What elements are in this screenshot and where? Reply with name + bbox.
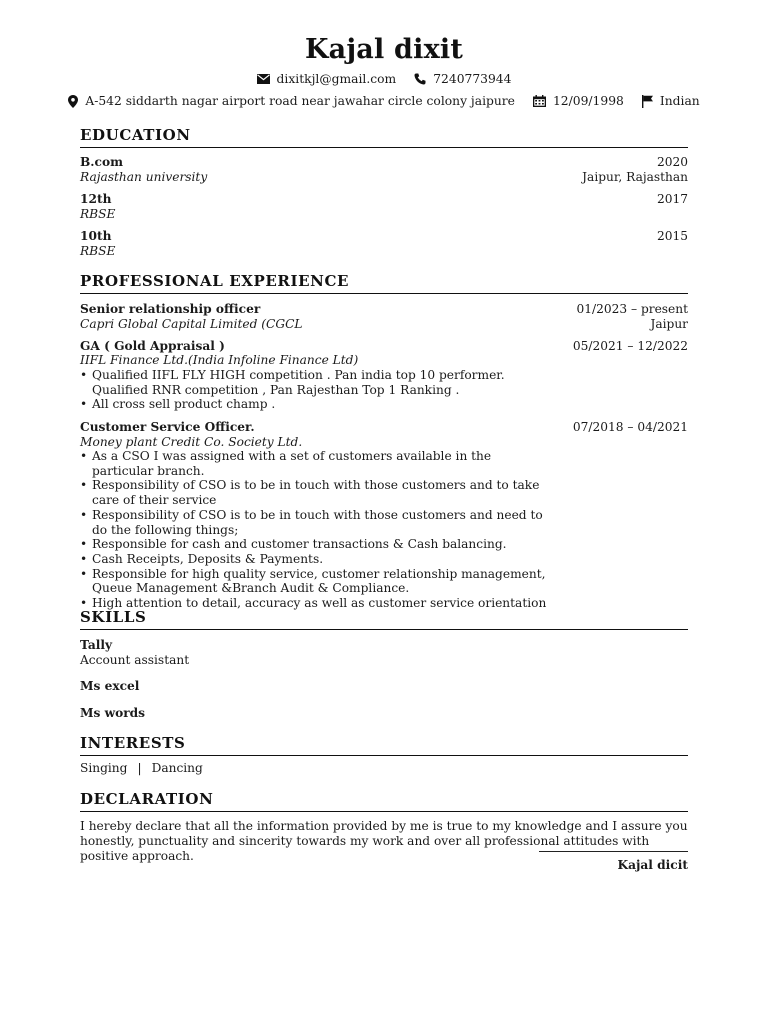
job-company: Money plant Credit Co. Society Ltd. <box>80 435 303 449</box>
dob-text: 12/09/1998 <box>552 94 624 108</box>
email-item[interactable] <box>257 72 397 86</box>
list-item: • Cash Receipts, Deposits & Payments. <box>80 552 550 567</box>
interest-item: Dancing <box>151 761 203 775</box>
institution: RBSE <box>80 244 116 258</box>
address-text: A-542 siddarth nagar airport road near jawahar circle colony jaipure <box>85 94 515 108</box>
phone-text: 7240773944 <box>433 72 512 86</box>
list-item: • As a CSO I was assigned with a set of customers available in the particular branch. <box>80 449 550 478</box>
list-item: • Responsible for cash and customer transactions & Cash balancing. <box>80 537 550 552</box>
signature-name: Kajal dicit <box>617 858 688 872</box>
education-date: 2017 <box>656 192 688 206</box>
contact-row <box>80 72 688 86</box>
degree: 12th <box>80 192 112 206</box>
interest-item: Singing <box>80 761 128 775</box>
skill-label: Ms excel <box>80 679 140 693</box>
declaration-heading: DECLARATION <box>80 790 688 812</box>
list-item: • Qualified IIFL FLY HIGH competition . Pan india top 10 performer. Qualified RNR competition , Pan Rajesthan Top 1 Ranking . <box>80 368 550 397</box>
interests-list <box>80 761 203 775</box>
phone-icon <box>414 73 426 85</box>
job-company: IIFL Finance Ltd.(India Infoline Finance Ltd) <box>80 353 359 367</box>
flag-icon <box>642 95 653 108</box>
calendar-icon <box>533 95 546 107</box>
job-role: GA ( Gold Appraisal ) <box>80 339 225 353</box>
job-company: Capri Global Capital Limited (CGCL <box>80 317 303 331</box>
location-pin-icon <box>68 95 78 108</box>
education-date: 2015 <box>656 229 688 243</box>
skills-heading: SKILLS <box>80 608 688 630</box>
candidate-name: Kajal dixit <box>304 34 464 65</box>
job-bullets <box>80 449 550 611</box>
skill-label: Ms words <box>80 706 146 720</box>
education-location: Jaipur, Rajasthan <box>582 170 688 184</box>
address-item <box>68 94 515 108</box>
list-item: • Responsibility of CSO is to be in touch with those customers and need to do the following things; <box>80 508 550 537</box>
degree: 10th <box>80 229 112 243</box>
experience-heading: PROFESSIONAL EXPERIENCE <box>80 272 688 294</box>
mail-icon <box>257 74 270 84</box>
job-location: Jaipur <box>650 317 688 331</box>
job-date: 05/2021 – 12/2022 <box>572 339 688 353</box>
nationality-item <box>642 94 700 108</box>
nationality-text: Indian <box>659 94 700 108</box>
details-row <box>80 94 700 108</box>
list-item: • Responsibility of CSO is to be in touch with those customers and to take care of their service <box>80 478 550 507</box>
dob-item <box>533 94 624 108</box>
skill-detail-text: Account assistant <box>80 653 190 667</box>
skill-label: Tally <box>80 638 113 652</box>
education-heading: EDUCATION <box>80 126 688 148</box>
declaration-text: I hereby declare that all the information provided by me is true to my knowledge and I assure you honestly, punctuality and sincerity towards my work and over all professional attitudes with positive approach. <box>80 819 688 863</box>
list-item: • All cross sell product champ . <box>80 397 550 412</box>
phone-item[interactable] <box>414 72 511 86</box>
education-date: 2020 <box>656 155 688 169</box>
job-role: Customer Service Officer. <box>80 420 255 434</box>
list-item: • High attention to detail, accuracy as well as customer service orientation <box>80 596 550 611</box>
signature-line <box>539 851 688 852</box>
job-role: Senior relationship officer <box>80 302 261 316</box>
job-bullets <box>80 368 550 412</box>
email-text: dixitkjl@gmail.com <box>276 72 397 86</box>
interests-heading: INTERESTS <box>80 734 688 756</box>
job-date: 01/2023 – present <box>576 302 688 316</box>
institution: Rajasthan university <box>80 170 208 184</box>
interest-separator: | <box>137 761 142 775</box>
institution: RBSE <box>80 207 116 221</box>
degree: B.com <box>80 155 123 169</box>
job-date: 07/2018 – 04/2021 <box>572 420 688 434</box>
list-item: • Responsible for high quality service, customer relationship management, Queue Management &Branch Audit & Compliance. <box>80 567 550 596</box>
